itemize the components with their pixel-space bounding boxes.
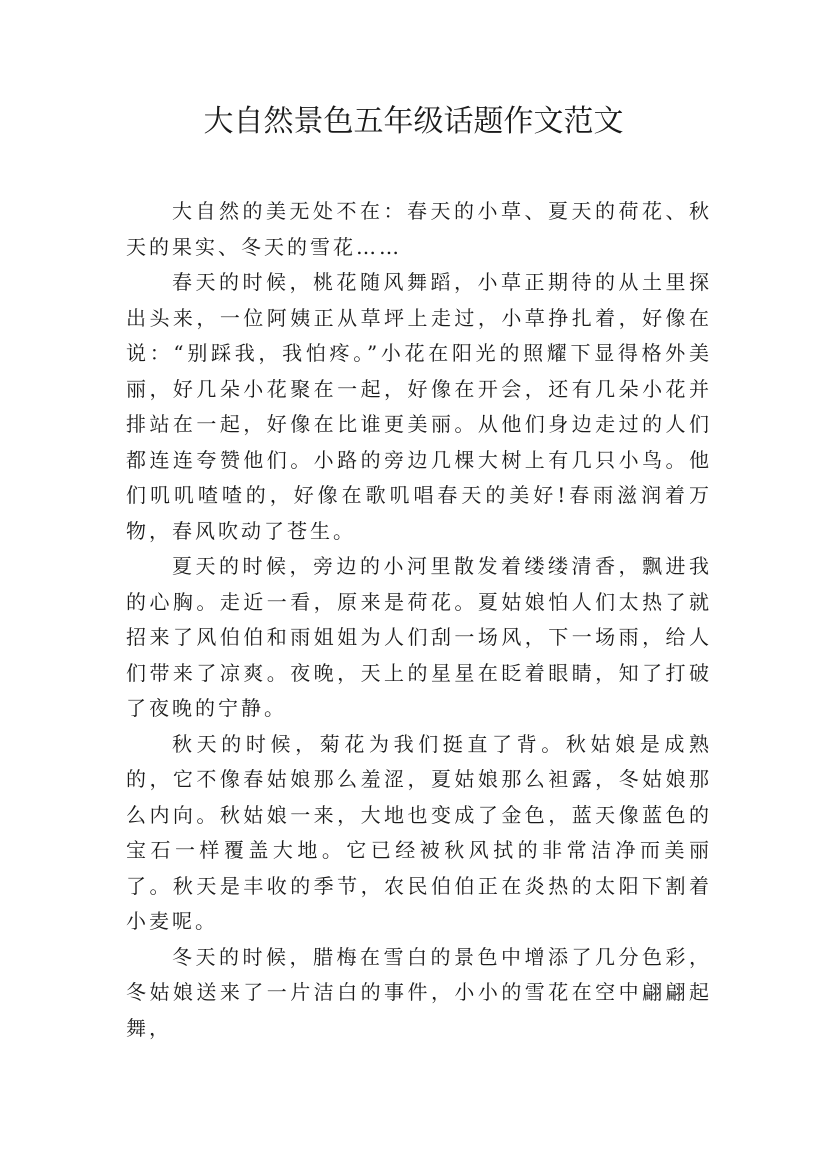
paragraph-spring: 春天的时候，桃花随风舞蹈，小草正期待的从土里探出头来，一位阿姨正从草坪上走过，小草挣扎着，好像在说：“别踩我，我怕疼。”小花在阳光的照耀下显得格外美丽，好几朵小花聚在一起，好像在开会，还有几朵小花并排站在一起，好像在比谁更美丽。从他们身边走过的人们都连连夸赞他们。小路的旁边几棵大树上有几只小鸟。他们叽叽喳喳的，好像在歌叽唱春天的美好!春雨滋润着万物，春风吹动了苍生。	[126, 270, 712, 543]
document-title: 大自然景色五年级话题作文范文	[203, 104, 624, 139]
paragraph-intro: 大自然的美无处不在：春天的小草、夏天的荷花、秋天的果实、冬天的雪花……	[126, 199, 712, 259]
paragraph-winter: 冬天的时候，腊梅在雪白的景色中增添了几分色彩，冬姑娘送来了一片洁白的事件，小小的雪花在空中翩翩起舞，	[126, 944, 712, 1040]
paragraph-summer: 夏天的时候，旁边的小河里散发着缕缕清香，飘进我的心胸。走近一看，原来是荷花。夏姑娘怕人们太热了就招来了风伯伯和雨姐姐为人们刮一场风，下一场雨，给人们带来了凉爽。夜晚，天上的星星在眨着眼睛，知了打破了夜晚的宁静。	[126, 554, 712, 720]
document-body	[126, 194, 712, 1046]
paragraph-autumn: 秋天的时候，菊花为我们挺直了背。秋姑娘是成熟的，它不像春姑娘那么羞涩，夏姑娘那么袒露，冬姑娘那么内向。秋姑娘一来，大地也变成了金色，蓝天像蓝色的宝石一样覆盖大地。它已经被秋风拭的非常洁净而美丽了。秋天是丰收的季节，农民伯伯正在炎热的太阳下割着小麦呢。	[126, 731, 712, 933]
